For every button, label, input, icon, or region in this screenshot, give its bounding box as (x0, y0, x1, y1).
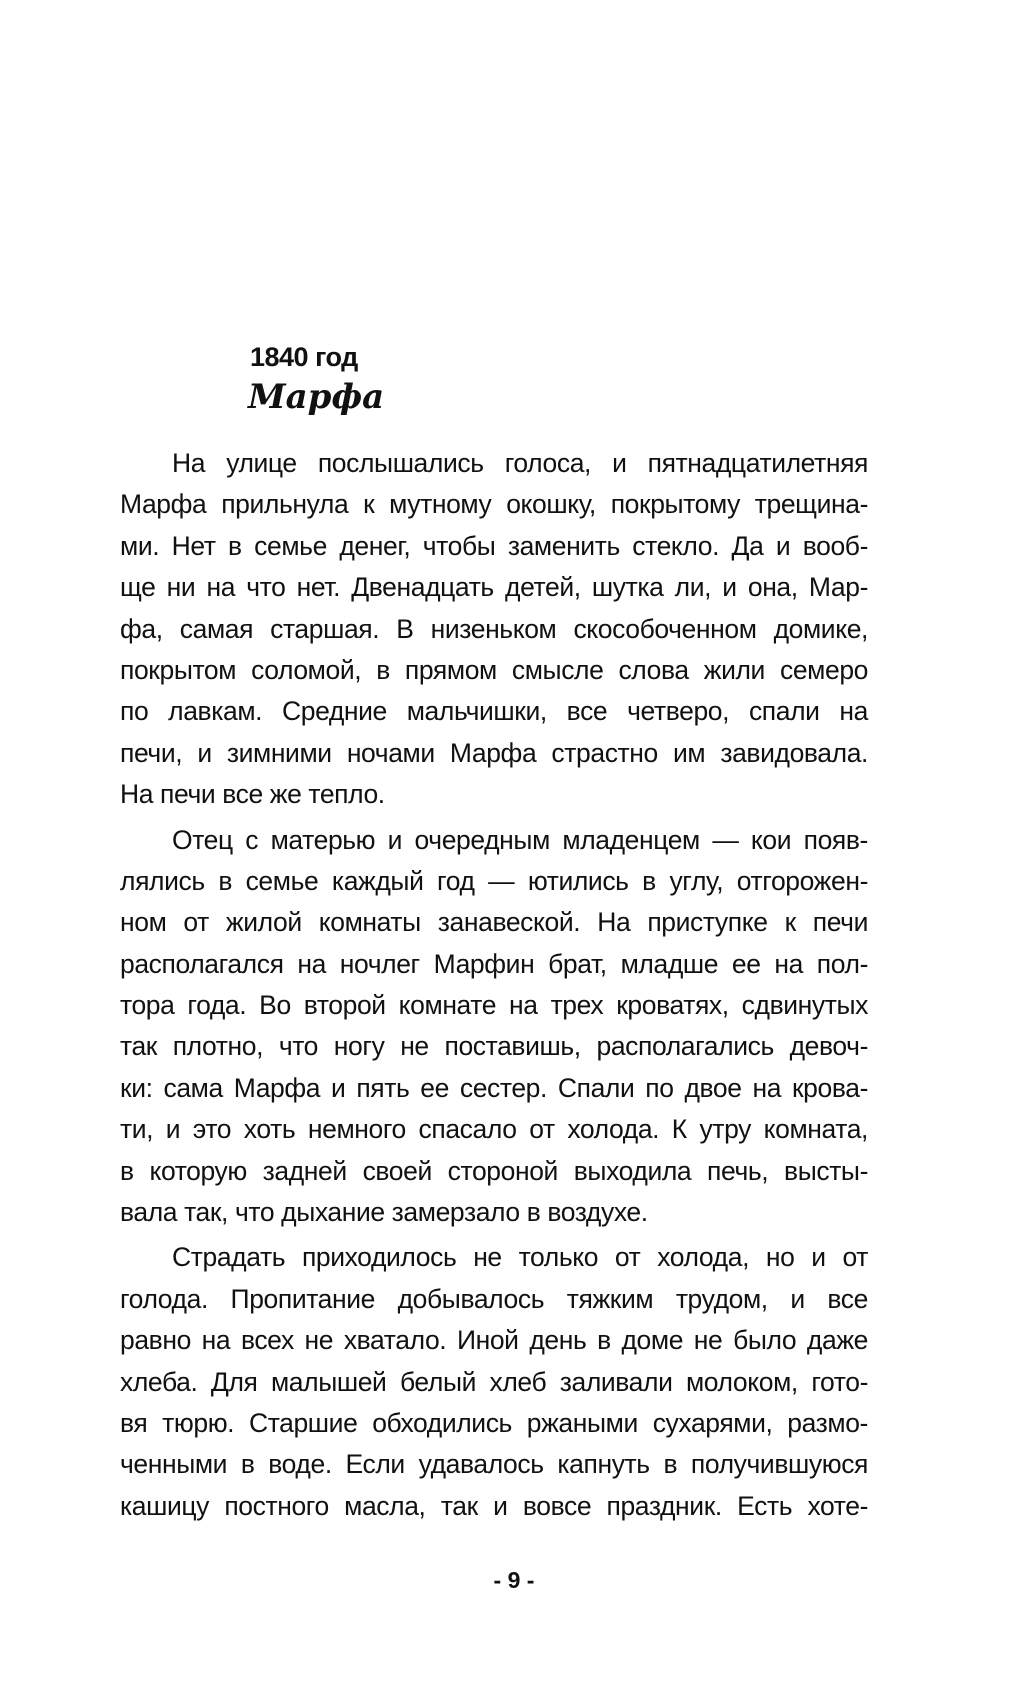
text-line: так плотно, что ногу не поставишь, располагались девоч- (120, 1031, 868, 1062)
text-line: Страдать приходилось не только от холода, но и от (172, 1242, 868, 1273)
paragraph-2 (120, 820, 868, 1234)
text-line: лялись в семье каждый год — ютились в углу, отгорожен- (120, 865, 868, 896)
text-line: тора года. Во второй комнате на трех кроватях, сдвинутых (120, 990, 868, 1021)
text-line: в которую задней своей стороной выходила печь, высты- (120, 1155, 868, 1186)
text-line: располагался на ночлег Марфин брат, младше ее на пол- (120, 948, 868, 979)
text-line: ще ни на что нет. Двенадцать детей, шутка ли, и она, Мар- (120, 572, 868, 603)
chapter-name: Марфа (248, 377, 385, 417)
text-line: фа, самая старшая. В низеньком скособоченном домике, (120, 613, 868, 644)
text-line: ном от жилой комнаты занавеской. На приступке к печи (120, 907, 868, 938)
text-line: На печи все же тепло. (120, 779, 385, 810)
text-line: Отец с матерью и очередным младенцем — кои появ- (172, 824, 868, 855)
text-line: ки: сама Марфа и пять ее сестер. Спали по двое на крова- (120, 1072, 868, 1103)
body-text (120, 443, 868, 1531)
text-line: ти, и это хоть немного спасало от холода. К утру комната, (120, 1114, 868, 1145)
paragraph-1 (120, 443, 868, 816)
text-line: хлеба. Для малышей белый хлеб заливали молоком, гото- (120, 1366, 868, 1397)
text-line: печи, и зимними ночами Марфа страстно им завидовала. (120, 737, 868, 768)
text-line: Марфа прильнула к мутному окошку, покрытому трещина- (120, 489, 868, 520)
text-line: равно на всех не хватало. Иной день в доме не было даже (120, 1325, 868, 1356)
text-line: кашицу постного масла, так и вовсе праздник. Есть хоте- (120, 1490, 868, 1521)
chapter-year: 1840 год (250, 342, 358, 372)
text-line: На улице послышались голоса, и пятнадцатилетняя (172, 448, 868, 478)
text-line: голода. Пропитание добывалось тяжким трудом, и все (120, 1283, 868, 1314)
text-line: вя тюрю. Старшие обходились ржаными сухарями, размо- (120, 1407, 868, 1438)
text-line: по лавкам. Средние мальчишки, все четверо, спали на (120, 696, 868, 727)
text-line: ченными в воде. Если удавалось капнуть в получившуюся (120, 1449, 868, 1480)
text-line: ми. Нет в семье денег, чтобы заменить стекло. Да и вооб- (120, 530, 868, 561)
page-number: - 9 - (493, 1567, 535, 1593)
paragraph-3 (120, 1237, 868, 1527)
text-line: покрытом соломой, в прямом смысле слова жили семеро (120, 654, 868, 685)
text-line: вала так, что дыхание замерзало в воздухе. (120, 1197, 648, 1228)
